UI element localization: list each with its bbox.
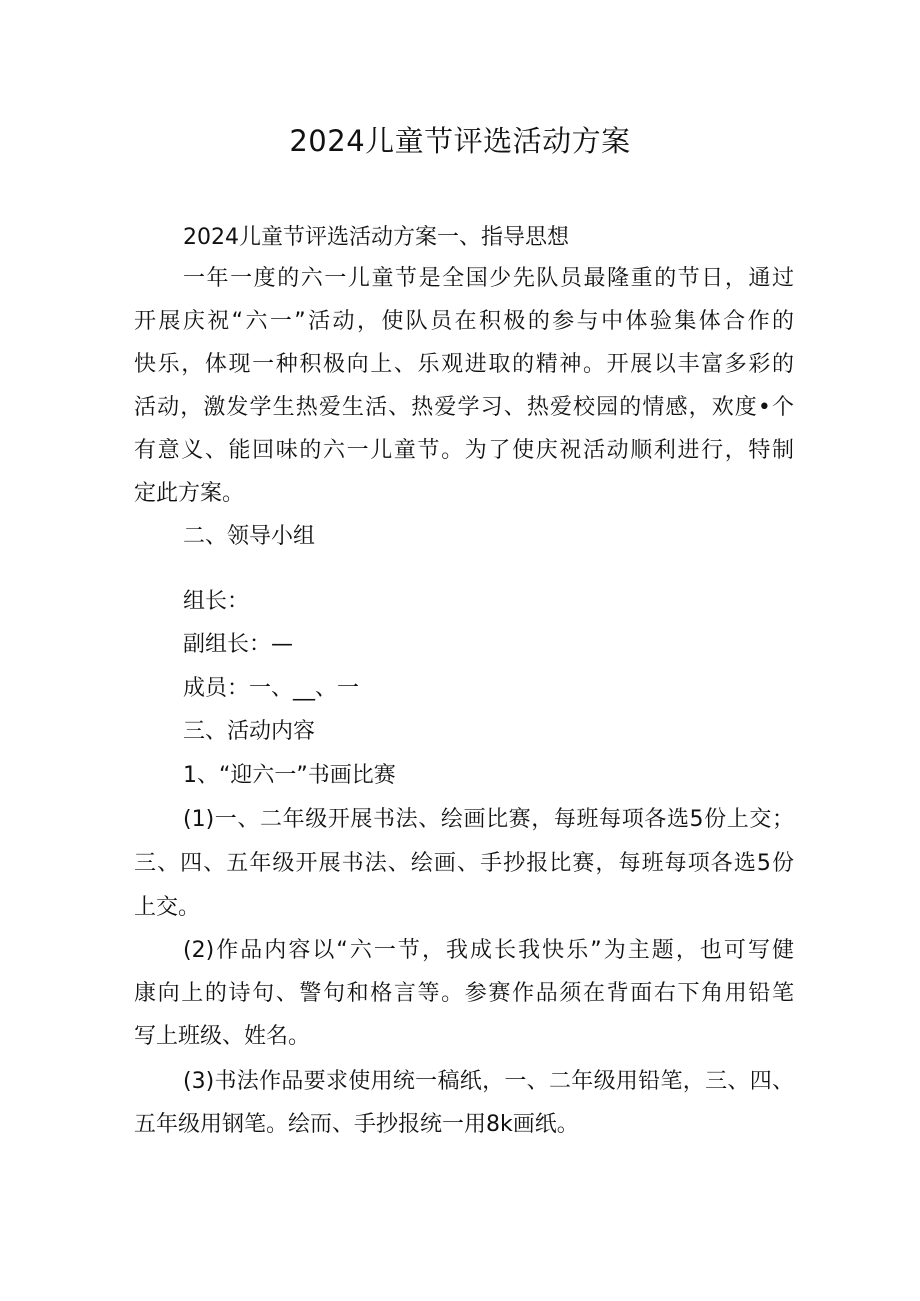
paragraph-line: (1)一、二年级开展书法、绘画比赛，每班每项各选5份上交； [183,807,794,832]
paragraph-line: 有意义、能回味的六一儿童节。为了使庆祝活动顺利进行，特制 [134,438,794,463]
paragraph-line: 副组长：— [183,632,294,657]
subsection-heading: 1、“迎六一”书画比赛 [183,763,396,788]
paragraph-line: 写上班级、姓名。 [134,1024,311,1049]
paragraph-line: 快乐，体现一种积极向上、乐观进取的精神。开展以丰富多彩的 [134,352,794,377]
section-heading: 二、领导小组 [183,524,316,549]
paragraph-line: 三、四、五年级开展书法、绘画、手抄报比赛，每班每项各选5份 [134,851,794,876]
section-heading: 三、活动内容 [183,719,316,744]
paragraph-line: (2)作品内容以“六一节，我成长我快乐”为主题，也可写健 [183,938,794,963]
document-title: 2024儿童节评选活动方案 [289,124,631,158]
paragraph-line: 上交。 [134,895,201,920]
paragraph-line: 五年级用钢笔。绘而、手抄报统一用8k画纸。 [134,1112,579,1137]
paragraph-line: 一年一度的六一儿童节是全国少先队员最隆重的节日，通过 [183,266,794,291]
paragraph-line: 成员：一、__、一 [183,676,360,701]
paragraph-line: 定此方案。 [134,481,245,506]
paragraph-line: 康向上的诗句、警句和格言等。参赛作品须在背面右下角用铅笔 [134,981,794,1006]
paragraph-line: 2024儿童节评选活动方案一、指导思想 [183,225,569,250]
paragraph-line: 活动，激发学生热爱生活、热爱学习、热爱校园的情感，欢度•个 [134,395,794,420]
paragraph-line: (3)书法作品要求使用统一稿纸，一、二年级用铅笔，三、四、 [183,1069,794,1094]
paragraph-line: 开展庆祝“六一”活动，使队员在积极的参与中体验集体合作的 [134,309,794,334]
paragraph-line: 组长： [183,589,250,614]
